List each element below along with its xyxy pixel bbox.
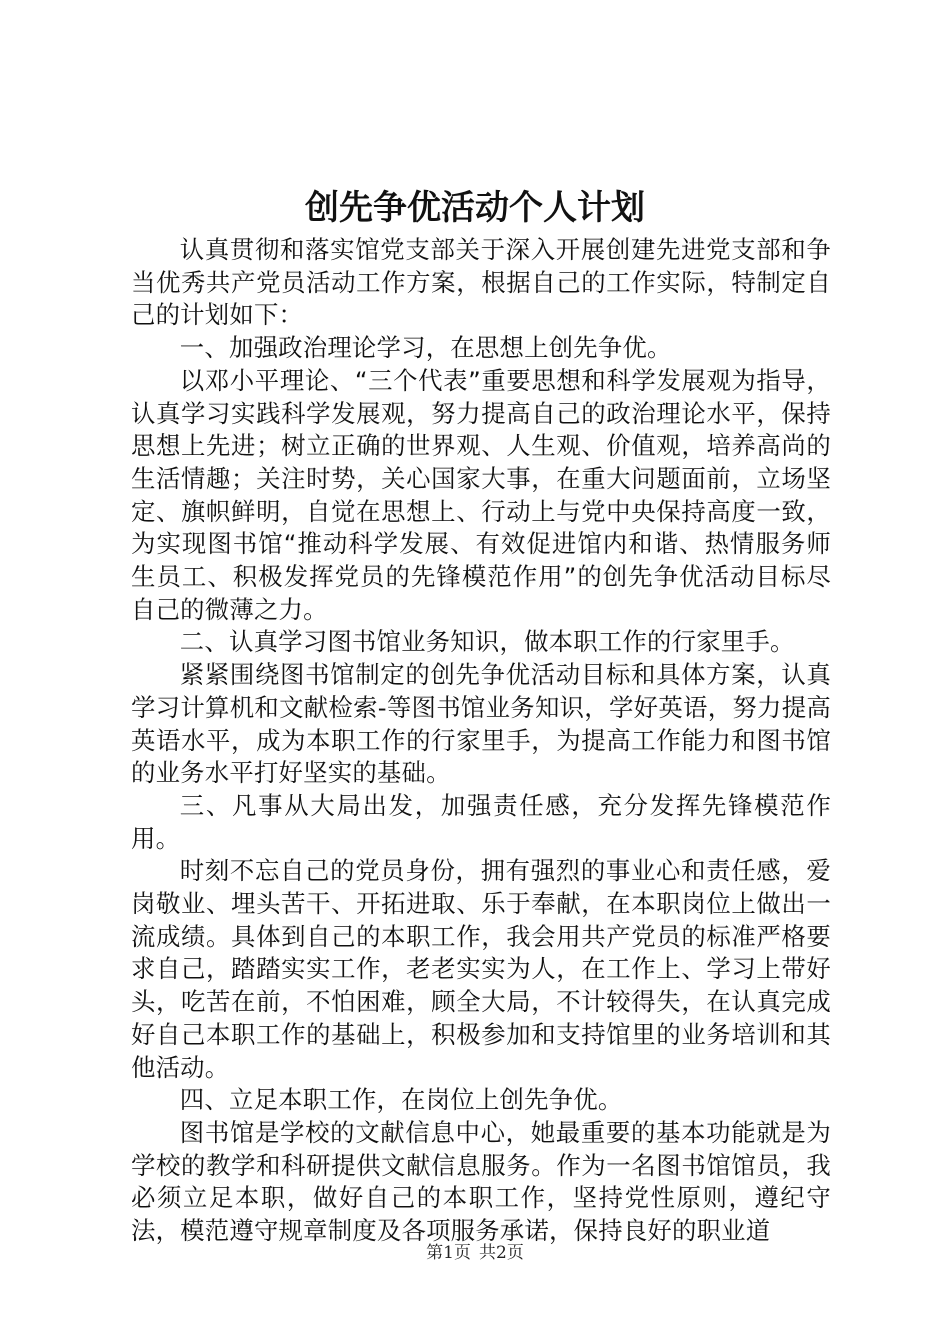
page-footer bbox=[0, 1241, 950, 1265]
paragraph-section-3: 时刻不忘自己的党员身份，拥有强烈的事业心和责任感，爱岗敬业、埋头苦干、开拓进取、乐于奉献，在本职岗位上做出一流成绩。具体到自己的本职工作，我会用共产党员的标准严格要求自己，踏踏实实工作，老老实实为人，在工作上、学习上带好头，吃苦在前，不怕困难，顾全大局，不计较得失，在认真完成好自己本职工作的基础上，积极参加和支持馆里的业务培训和其他活动。 bbox=[131, 856, 831, 1082]
page-total: 共2页 bbox=[479, 1243, 524, 1263]
paragraph-section-2: 紧紧围绕图书馆制定的创先争优活动目标和具体方案，认真学习计算机和文献检索-等图书馆业务知识，学好英语，努力提高英语水平，成为本职工作的行家里手，为提高工作能力和图书馆的业务水平打好坚实的基础。 bbox=[131, 660, 831, 788]
document-body bbox=[131, 234, 831, 1248]
document-title: 创先争优活动个人计划 bbox=[305, 188, 645, 228]
section-heading-4: 四、立足本职工作，在岗位上创先争优。 bbox=[179, 1085, 623, 1115]
page-number: 第1页 bbox=[426, 1243, 471, 1263]
paragraph-section-1: 以邓小平理论、“三个代表”重要思想和科学发展观为指导，认真学习实践科学发展观，努力提高自己的政治理论水平，保持思想上先进；树立正确的世界观、人生观、价值观，培养高尚的生活情趣；关注时势，关心国家大事，在重大问题面前，立场坚定、旗帜鲜明，自觉在思想上、行动上与党中央保持高度一致，为实现图书馆“推动科学发展、有效促进馆内和谐、热情服务师生员工、积极发挥党员的先锋模范作用”的创先争优活动目标尽自己的微薄之力。 bbox=[131, 365, 831, 624]
section-heading-1: 一、加强政治理论学习，在思想上创先争优。 bbox=[179, 333, 672, 363]
paragraph-intro: 认真贯彻和落实馆党支部关于深入开展创建先进党支部和争当优秀共产党员活动工作方案，根据自己的工作实际，特制定自己的计划如下： bbox=[131, 235, 831, 330]
section-heading-3: 三、凡事从大局出发，加强责任感，充分发挥先锋模范作用。 bbox=[131, 790, 831, 853]
paragraph-section-4: 图书馆是学校的文献信息中心，她最重要的基本功能就是为学校的教学和科研提供文献信息服务。作为一名图书馆馆员，我必须立足本职，做好自己的本职工作，坚持党性原则，遵纪守法，模范遵守规章制度及各项服务承诺，保持良好的职业道 bbox=[131, 1117, 831, 1246]
section-heading-2: 二、认真学习图书馆业务知识，做本职工作的行家里手。 bbox=[179, 627, 795, 657]
